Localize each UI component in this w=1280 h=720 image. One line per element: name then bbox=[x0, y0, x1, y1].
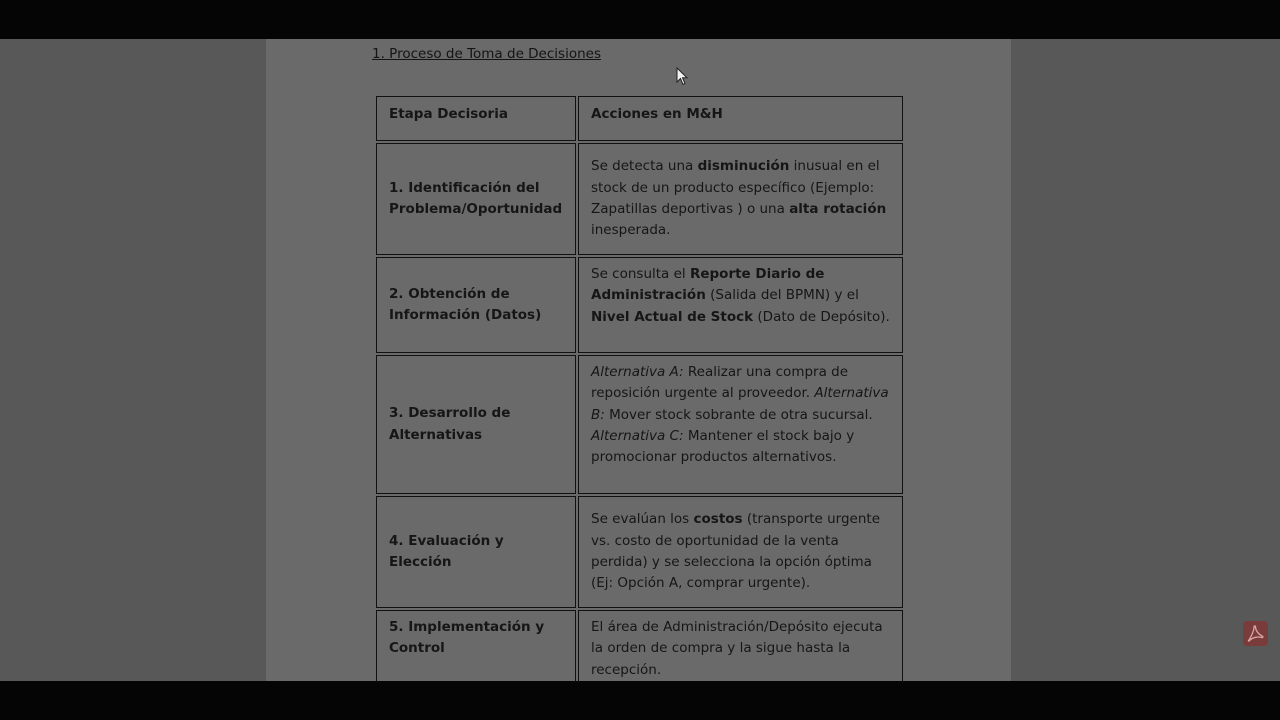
text-run: inusual en el stock de un producto específico (Ejemplo: Zapatillas deportivas ) o una bbox=[591, 158, 880, 217]
text-run: Se consulta el bbox=[591, 266, 690, 282]
text-run: inesperada. bbox=[591, 222, 671, 239]
italic-text: Alternativa A: bbox=[591, 364, 684, 380]
text-run: Se detecta una bbox=[591, 158, 698, 175]
text-run: (transporte urgente vs. costo de oportunidad de la venta perdida) y se selecciona la opción óptima (Ej: Opción A, comprar urgente). bbox=[591, 511, 881, 592]
decision-process-table bbox=[374, 94, 905, 687]
action-cell bbox=[578, 143, 903, 255]
table-row bbox=[376, 257, 903, 353]
table-row bbox=[376, 610, 903, 685]
acrobat-pdf-icon[interactable] bbox=[1243, 621, 1268, 646]
bold-text: Nivel Actual de Stock bbox=[591, 308, 754, 325]
text-run: Se evalúan los bbox=[591, 511, 694, 528]
text-run: Mover stock sobrante de otra sucursal. bbox=[604, 406, 873, 423]
text-run: Realizar una compra de reposición urgente al proveedor. bbox=[591, 364, 849, 402]
bottom-letterbox-bar bbox=[0, 681, 1280, 720]
stage-cell: 3. Desarrollo de Alternativas bbox=[376, 355, 576, 494]
table-row bbox=[376, 496, 903, 608]
top-letterbox-bar bbox=[0, 0, 1280, 39]
text-run: Mantener el stock bajo y promocionar productos alternativos. bbox=[591, 427, 855, 466]
bold-text: costos bbox=[693, 511, 743, 528]
document-viewer[interactable] bbox=[0, 39, 1280, 681]
action-cell bbox=[578, 496, 903, 608]
action-cell bbox=[578, 257, 903, 353]
action-cell bbox=[578, 610, 903, 685]
stage-cell: 2. Obtención de Información (Datos) bbox=[376, 257, 576, 353]
section-heading: 1. Proceso de Toma de Decisiones bbox=[372, 46, 601, 62]
table-row bbox=[376, 355, 903, 494]
italic-text: Alternativa B: bbox=[591, 385, 889, 423]
stage-cell: 5. Implementación y Control bbox=[376, 610, 576, 685]
stage-cell: 1. Identificación del Problema/Oportunidad bbox=[376, 143, 576, 255]
action-cell bbox=[578, 355, 903, 494]
italic-text: Alternativa C: bbox=[591, 427, 684, 444]
table-header-row bbox=[376, 96, 903, 141]
document-page bbox=[266, 39, 1011, 681]
bold-text: disminución bbox=[697, 158, 790, 175]
header-cell-stage: Etapa Decisoria bbox=[376, 96, 576, 141]
bold-text: Reporte Diario de Administración bbox=[591, 266, 825, 304]
header-cell-actions: Acciones en M&H bbox=[578, 96, 903, 141]
bold-text: alta rotación bbox=[789, 201, 887, 217]
mouse-pointer-icon bbox=[676, 67, 688, 86]
text-run: El área de Administración/Depósito ejecuta la orden de compra y la sigue hasta la recepción. bbox=[591, 619, 883, 678]
stage-cell: 4. Evaluación y Elección bbox=[376, 496, 576, 608]
text-run: (Salida del BPMN) y el bbox=[705, 287, 859, 304]
text-run: (Dato de Depósito). bbox=[753, 308, 890, 325]
table-row bbox=[376, 143, 903, 255]
